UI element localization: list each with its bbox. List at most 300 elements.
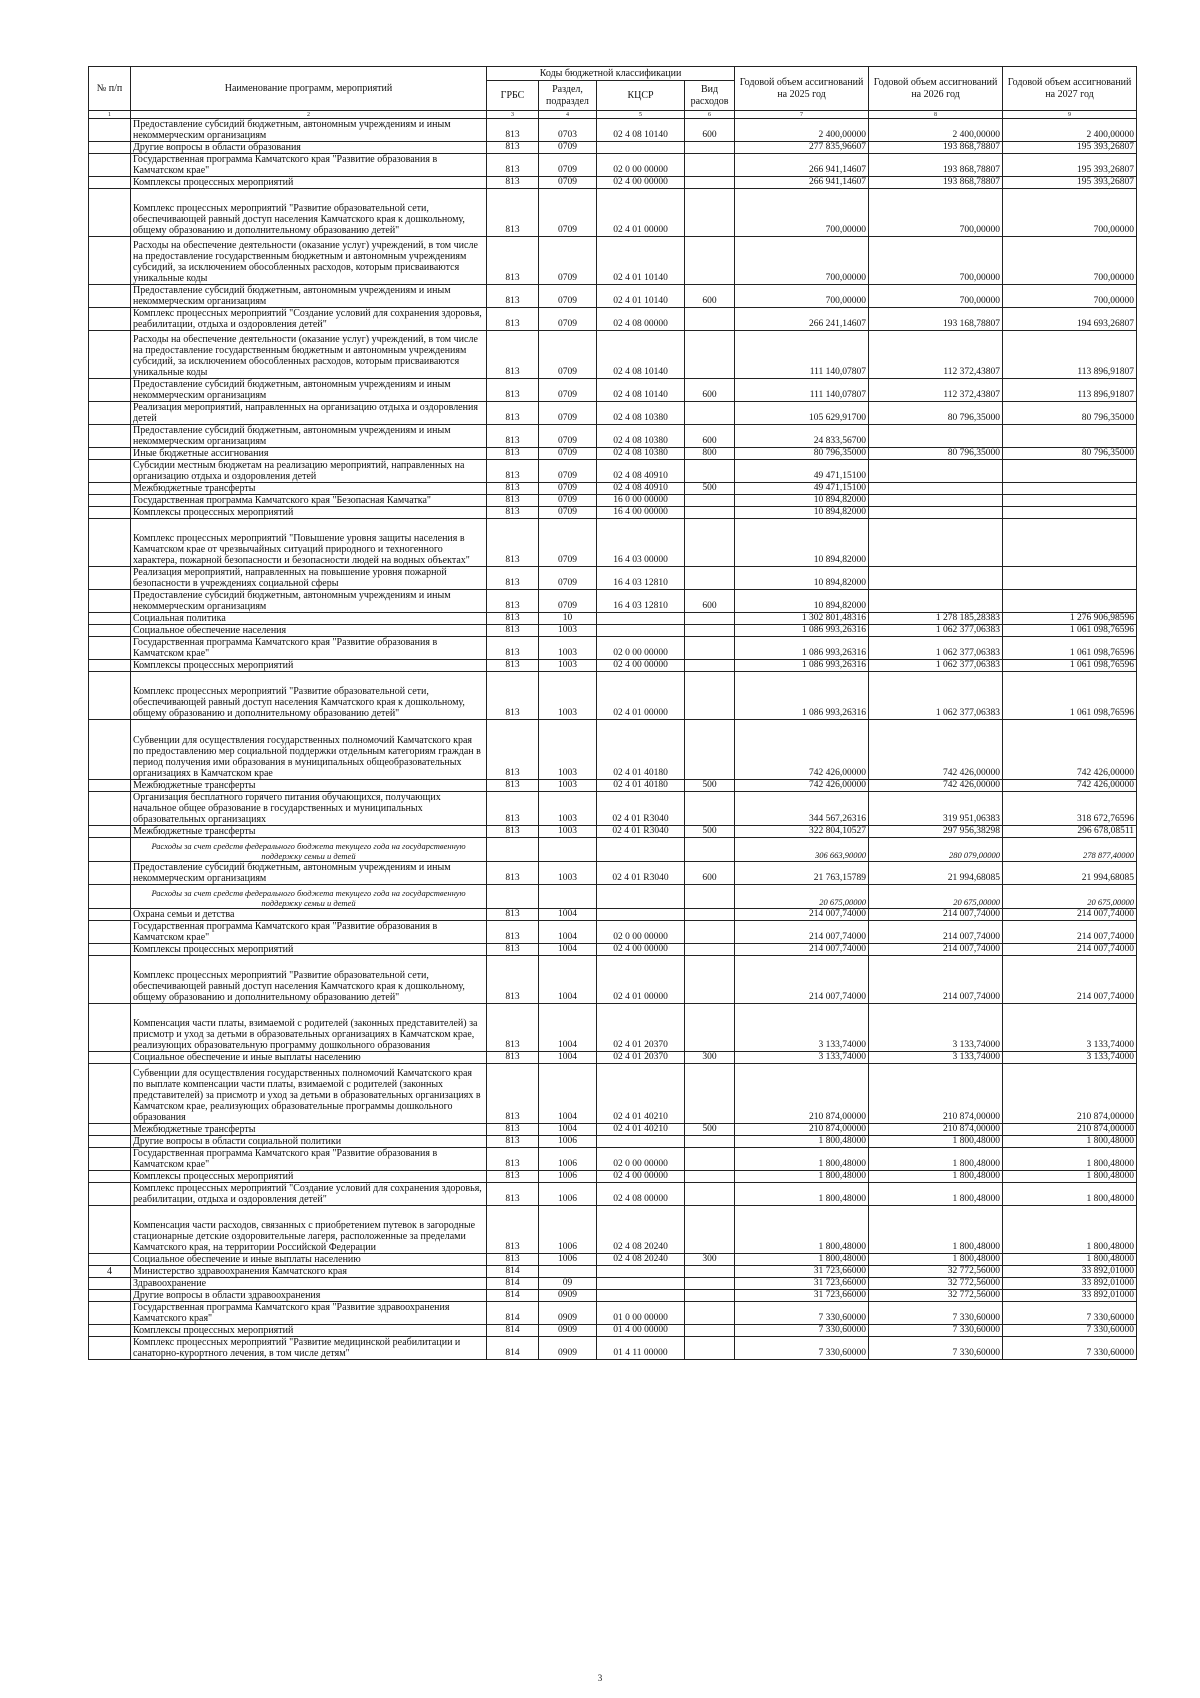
cell-name: Иные бюджетные ассигнования bbox=[131, 448, 487, 460]
table-row bbox=[89, 495, 1137, 507]
cell-a: 111 140,07807 bbox=[735, 331, 869, 379]
table-row-note bbox=[89, 885, 1137, 909]
cell-vr: 600 bbox=[685, 119, 735, 142]
table-row bbox=[89, 507, 1137, 519]
cell-c: 80 796,35000 bbox=[1003, 448, 1137, 460]
table-row bbox=[89, 237, 1137, 285]
cell-b: 7 330,60000 bbox=[869, 1302, 1003, 1325]
cell-name: Государственная программа Камчатского края "Развитие образования в Камчатском крае" bbox=[131, 921, 487, 944]
cell-name: Комплексы процессных мероприятий bbox=[131, 660, 487, 672]
cell-kcsr: 02 4 01 40180 bbox=[597, 780, 685, 792]
cell-c: 742 426,00000 bbox=[1003, 780, 1137, 792]
cell-a: 20 675,00000 bbox=[735, 885, 869, 909]
cell-rz: 0709 bbox=[539, 154, 597, 177]
cell-rz: 0709 bbox=[539, 285, 597, 308]
cell-n bbox=[89, 672, 131, 720]
cell-vr bbox=[685, 519, 735, 567]
cell-n bbox=[89, 826, 131, 838]
cell-grbs: 813 bbox=[487, 1124, 539, 1136]
table-row bbox=[89, 177, 1137, 189]
cell-name: Комплексы процессных мероприятий bbox=[131, 1325, 487, 1337]
cell-c: 214 007,74000 bbox=[1003, 956, 1137, 1004]
cell-vr bbox=[685, 660, 735, 672]
table-row bbox=[89, 425, 1137, 448]
cell-n bbox=[89, 637, 131, 660]
cell-rz: 1004 bbox=[539, 944, 597, 956]
cell-a: 31 723,66000 bbox=[735, 1278, 869, 1290]
col-2027-header: Годовой объем ассигнований на 2027 год bbox=[1003, 67, 1137, 111]
cell-vr bbox=[685, 637, 735, 660]
table-row bbox=[89, 1337, 1137, 1360]
cell-rz: 0709 bbox=[539, 142, 597, 154]
table-row bbox=[89, 909, 1137, 921]
cell-a: 700,00000 bbox=[735, 237, 869, 285]
cell-kcsr: 16 0 00 00000 bbox=[597, 495, 685, 507]
cell-a: 2 400,00000 bbox=[735, 119, 869, 142]
cell-name: Реализация мероприятий, направленных на повышение уровня пожарной безопасности в учреждениях социальной сферы bbox=[131, 567, 487, 590]
cell-kcsr bbox=[597, 838, 685, 862]
cell-vr bbox=[685, 1302, 735, 1325]
cell-grbs: 813 bbox=[487, 1254, 539, 1266]
cell-vr bbox=[685, 838, 735, 862]
cell-n bbox=[89, 956, 131, 1004]
cell-c: 7 330,60000 bbox=[1003, 1337, 1137, 1360]
cell-rz: 1006 bbox=[539, 1183, 597, 1206]
cell-vr bbox=[685, 402, 735, 425]
table-row bbox=[89, 460, 1137, 483]
cell-name: Расходы за счет средств федерального бюджета текущего года на государственную поддержку семьи и детей bbox=[131, 838, 487, 862]
cell-grbs: 813 bbox=[487, 483, 539, 495]
cell-vr bbox=[685, 460, 735, 483]
cell-rz: 1004 bbox=[539, 1004, 597, 1052]
cell-rz: 1003 bbox=[539, 792, 597, 826]
cell-grbs: 813 bbox=[487, 460, 539, 483]
cell-rz: 1004 bbox=[539, 956, 597, 1004]
cell-kcsr bbox=[597, 613, 685, 625]
cell-rz: 0909 bbox=[539, 1302, 597, 1325]
cell-n bbox=[89, 921, 131, 944]
cell-rz: 09 bbox=[539, 1278, 597, 1290]
cell-kcsr: 02 4 08 10140 bbox=[597, 331, 685, 379]
cell-name: Комплексы процессных мероприятий bbox=[131, 507, 487, 519]
cell-vr bbox=[685, 1183, 735, 1206]
cell-c bbox=[1003, 507, 1137, 519]
cell-kcsr: 02 4 01 R3040 bbox=[597, 826, 685, 838]
cell-b bbox=[869, 460, 1003, 483]
cell-a: 214 007,74000 bbox=[735, 956, 869, 1004]
cell-grbs: 813 bbox=[487, 519, 539, 567]
cell-rz: 1006 bbox=[539, 1136, 597, 1148]
cell-name: Социальное обеспечение и иные выплаты населению bbox=[131, 1254, 487, 1266]
cell-b: 3 133,74000 bbox=[869, 1004, 1003, 1052]
cell-c: 195 393,26807 bbox=[1003, 142, 1137, 154]
cell-name: Социальная политика bbox=[131, 613, 487, 625]
cell-rz: 1003 bbox=[539, 780, 597, 792]
cell-n bbox=[89, 460, 131, 483]
cell-a: 700,00000 bbox=[735, 189, 869, 237]
cell-kcsr: 02 4 01 20370 bbox=[597, 1052, 685, 1064]
cell-c: 700,00000 bbox=[1003, 285, 1137, 308]
cell-a: 10 894,82000 bbox=[735, 507, 869, 519]
cell-vr bbox=[685, 154, 735, 177]
cell-rz: 0709 bbox=[539, 308, 597, 331]
cell-grbs: 813 bbox=[487, 308, 539, 331]
cell-a: 1 086 993,26316 bbox=[735, 660, 869, 672]
cell-grbs: 813 bbox=[487, 507, 539, 519]
cell-c: 214 007,74000 bbox=[1003, 909, 1137, 921]
cell-grbs: 813 bbox=[487, 1171, 539, 1183]
cell-a: 105 629,91700 bbox=[735, 402, 869, 425]
cell-name: Предоставление субсидий бюджетным, автономным учреждениям и иным некоммерческим организациям bbox=[131, 285, 487, 308]
cell-name: Государственная программа Камчатского края "Развитие образования в Камчатском крае" bbox=[131, 154, 487, 177]
cell-kcsr: 02 4 00 00000 bbox=[597, 944, 685, 956]
cell-b bbox=[869, 519, 1003, 567]
cell-name: Охрана семьи и детства bbox=[131, 909, 487, 921]
cell-b: 80 796,35000 bbox=[869, 402, 1003, 425]
cell-rz: 1003 bbox=[539, 637, 597, 660]
cell-a: 306 663,90000 bbox=[735, 838, 869, 862]
cell-grbs: 813 bbox=[487, 720, 539, 780]
cell-grbs: 813 bbox=[487, 1004, 539, 1052]
cell-name: Реализация мероприятий, направленных на организацию отдыха и оздоровления детей bbox=[131, 402, 487, 425]
cell-b: 1 062 377,06383 bbox=[869, 625, 1003, 637]
column-index-row bbox=[89, 111, 1137, 119]
cell-kcsr: 02 0 00 00000 bbox=[597, 637, 685, 660]
cell-n bbox=[89, 1052, 131, 1064]
cell-a: 3 133,74000 bbox=[735, 1052, 869, 1064]
cell-c: 7 330,60000 bbox=[1003, 1325, 1137, 1337]
cell-n bbox=[89, 1254, 131, 1266]
cell-grbs: 813 bbox=[487, 862, 539, 885]
cell-c: 1 800,48000 bbox=[1003, 1171, 1137, 1183]
cell-grbs: 813 bbox=[487, 1206, 539, 1254]
cell-c: 113 896,91807 bbox=[1003, 379, 1137, 402]
cell-name: Комплекс процессных мероприятий "Развитие медицинской реабилитации и санаторно-курортного лечения, в том числе детям" bbox=[131, 1337, 487, 1360]
table-row bbox=[89, 956, 1137, 1004]
cell-rz: 1006 bbox=[539, 1206, 597, 1254]
cell-b: 32 772,56000 bbox=[869, 1266, 1003, 1278]
cell-a: 277 835,96607 bbox=[735, 142, 869, 154]
cell-grbs: 813 bbox=[487, 826, 539, 838]
cell-b: 742 426,00000 bbox=[869, 780, 1003, 792]
cell-rz: 0709 bbox=[539, 379, 597, 402]
cell-a: 700,00000 bbox=[735, 285, 869, 308]
cell-n bbox=[89, 792, 131, 826]
cell-name: Комплекс процессных мероприятий "Создание условий для сохранения здоровья, реабилитации, отдыха и оздоровления детей" bbox=[131, 1183, 487, 1206]
cell-c: 700,00000 bbox=[1003, 237, 1137, 285]
cell-kcsr: 16 4 03 12810 bbox=[597, 567, 685, 590]
table-row-note bbox=[89, 838, 1137, 862]
cell-n bbox=[89, 483, 131, 495]
cell-vr: 500 bbox=[685, 483, 735, 495]
table-row bbox=[89, 308, 1137, 331]
cell-kcsr: 02 4 01 40210 bbox=[597, 1064, 685, 1124]
cell-grbs: 813 bbox=[487, 921, 539, 944]
cell-rz: 1003 bbox=[539, 672, 597, 720]
cell-vr bbox=[685, 331, 735, 379]
table-row bbox=[89, 862, 1137, 885]
cell-a: 80 796,35000 bbox=[735, 448, 869, 460]
cell-name: Расходы за счет средств федерального бюджета текущего года на государственную поддержку семьи и детей bbox=[131, 885, 487, 909]
cell-n bbox=[89, 1337, 131, 1360]
column-index: 3 bbox=[487, 111, 539, 119]
cell-b: 1 800,48000 bbox=[869, 1148, 1003, 1171]
cell-vr bbox=[685, 613, 735, 625]
cell-grbs: 813 bbox=[487, 119, 539, 142]
cell-kcsr: 02 4 01 R3040 bbox=[597, 862, 685, 885]
cell-kcsr: 02 4 00 00000 bbox=[597, 660, 685, 672]
cell-grbs: 814 bbox=[487, 1278, 539, 1290]
cell-a: 1 800,48000 bbox=[735, 1254, 869, 1266]
cell-c: 278 877,40000 bbox=[1003, 838, 1137, 862]
cell-a: 1 800,48000 bbox=[735, 1136, 869, 1148]
cell-vr: 800 bbox=[685, 448, 735, 460]
table-row bbox=[89, 921, 1137, 944]
cell-kcsr bbox=[597, 625, 685, 637]
cell-n bbox=[89, 308, 131, 331]
cell-name: Комплексы процессных мероприятий bbox=[131, 944, 487, 956]
cell-rz: 0909 bbox=[539, 1290, 597, 1302]
cell-n bbox=[89, 519, 131, 567]
cell-kcsr: 02 4 01 00000 bbox=[597, 956, 685, 1004]
cell-grbs: 813 bbox=[487, 379, 539, 402]
cell-b: 32 772,56000 bbox=[869, 1278, 1003, 1290]
cell-n bbox=[89, 590, 131, 613]
table-body bbox=[89, 119, 1137, 1360]
column-index: 8 bbox=[869, 111, 1003, 119]
col-razdel-header: Раздел, подраздел bbox=[539, 81, 597, 111]
cell-n bbox=[89, 495, 131, 507]
cell-rz: 0709 bbox=[539, 483, 597, 495]
cell-grbs: 814 bbox=[487, 1325, 539, 1337]
table-row bbox=[89, 154, 1137, 177]
cell-rz: 0709 bbox=[539, 425, 597, 448]
cell-c: 3 133,74000 bbox=[1003, 1004, 1137, 1052]
cell-n bbox=[89, 331, 131, 379]
cell-name: Предоставление субсидий бюджетным, автономным учреждениям и иным некоммерческим организациям bbox=[131, 379, 487, 402]
table-row bbox=[89, 1064, 1137, 1124]
cell-b: 1 062 377,06383 bbox=[869, 672, 1003, 720]
cell-b: 112 372,43807 bbox=[869, 331, 1003, 379]
cell-rz: 0709 bbox=[539, 402, 597, 425]
cell-grbs bbox=[487, 885, 539, 909]
table-row bbox=[89, 285, 1137, 308]
cell-a: 10 894,82000 bbox=[735, 590, 869, 613]
cell-a: 7 330,60000 bbox=[735, 1325, 869, 1337]
cell-n bbox=[89, 507, 131, 519]
cell-grbs: 813 bbox=[487, 1052, 539, 1064]
cell-rz: 1004 bbox=[539, 1064, 597, 1124]
cell-a: 742 426,00000 bbox=[735, 720, 869, 780]
cell-b: 193 168,78807 bbox=[869, 308, 1003, 331]
cell-name: Расходы на обеспечение деятельности (оказание услуг) учреждений, в том числе на предоставление государственным бюджетным и автономным учреждениям субсидий, за исключением обособленных расходов, которым присваиваются уникальные коды bbox=[131, 331, 487, 379]
cell-a: 266 241,14607 bbox=[735, 308, 869, 331]
cell-kcsr: 16 4 00 00000 bbox=[597, 507, 685, 519]
cell-rz: 1004 bbox=[539, 909, 597, 921]
cell-n bbox=[89, 1136, 131, 1148]
cell-vr bbox=[685, 1148, 735, 1171]
cell-name: Министерство здравоохранения Камчатского края bbox=[131, 1266, 487, 1278]
cell-vr: 600 bbox=[685, 425, 735, 448]
cell-a: 7 330,60000 bbox=[735, 1302, 869, 1325]
cell-kcsr bbox=[597, 909, 685, 921]
cell-n bbox=[89, 1064, 131, 1124]
cell-kcsr: 01 4 11 00000 bbox=[597, 1337, 685, 1360]
table-row bbox=[89, 189, 1137, 237]
cell-c: 1 800,48000 bbox=[1003, 1136, 1137, 1148]
cell-a: 3 133,74000 bbox=[735, 1004, 869, 1052]
cell-n bbox=[89, 154, 131, 177]
table-row bbox=[89, 613, 1137, 625]
cell-name: Субсидии местным бюджетам на реализацию мероприятий, направленных на организацию отдыха и оздоровления детей bbox=[131, 460, 487, 483]
column-index: 6 bbox=[685, 111, 735, 119]
cell-grbs: 813 bbox=[487, 142, 539, 154]
col-num-header: № п/п bbox=[89, 67, 131, 111]
cell-name: Комплекс процессных мероприятий "Повышение уровня защиты населения в Камчатском крае от чрезвычайных ситуаций природного и техногенного характера, пожарной безопасности и безопасности людей на водных объектах" bbox=[131, 519, 487, 567]
cell-b: 700,00000 bbox=[869, 285, 1003, 308]
cell-b: 193 868,78807 bbox=[869, 177, 1003, 189]
table-row bbox=[89, 944, 1137, 956]
table-header bbox=[89, 67, 1137, 119]
cell-a: 21 763,15789 bbox=[735, 862, 869, 885]
cell-a: 111 140,07807 bbox=[735, 379, 869, 402]
cell-kcsr bbox=[597, 1266, 685, 1278]
cell-grbs: 813 bbox=[487, 237, 539, 285]
cell-b: 319 951,06383 bbox=[869, 792, 1003, 826]
cell-kcsr: 02 4 01 R3040 bbox=[597, 792, 685, 826]
cell-rz: 10 bbox=[539, 613, 597, 625]
cell-vr bbox=[685, 1278, 735, 1290]
cell-c: 7 330,60000 bbox=[1003, 1302, 1137, 1325]
cell-a: 1 800,48000 bbox=[735, 1171, 869, 1183]
col-2026-header: Годовой объем ассигнований на 2026 год bbox=[869, 67, 1003, 111]
cell-n bbox=[89, 189, 131, 237]
cell-n bbox=[89, 838, 131, 862]
cell-b: 214 007,74000 bbox=[869, 909, 1003, 921]
table-row bbox=[89, 1290, 1137, 1302]
cell-n bbox=[89, 720, 131, 780]
cell-a: 1 086 993,26316 bbox=[735, 672, 869, 720]
cell-b bbox=[869, 425, 1003, 448]
table-row bbox=[89, 1052, 1137, 1064]
cell-c bbox=[1003, 425, 1137, 448]
cell-c: 1 800,48000 bbox=[1003, 1206, 1137, 1254]
cell-vr bbox=[685, 1136, 735, 1148]
cell-c: 1 061 098,76596 bbox=[1003, 672, 1137, 720]
cell-rz: 0909 bbox=[539, 1325, 597, 1337]
cell-name: Государственная программа Камчатского края "Развитие образования в Камчатском крае" bbox=[131, 637, 487, 660]
cell-c: 214 007,74000 bbox=[1003, 921, 1137, 944]
cell-b: 193 868,78807 bbox=[869, 142, 1003, 154]
cell-kcsr: 02 4 01 10140 bbox=[597, 237, 685, 285]
cell-grbs: 813 bbox=[487, 956, 539, 1004]
cell-kcsr: 02 4 01 40180 bbox=[597, 720, 685, 780]
budget-table bbox=[88, 66, 1137, 1360]
cell-name: Государственная программа Камчатского края "Безопасная Камчатка" bbox=[131, 495, 487, 507]
cell-name: Межбюджетные трансферты bbox=[131, 780, 487, 792]
cell-c: 700,00000 bbox=[1003, 189, 1137, 237]
cell-b: 1 800,48000 bbox=[869, 1206, 1003, 1254]
cell-grbs: 813 bbox=[487, 637, 539, 660]
cell-a: 1 302 801,48316 bbox=[735, 613, 869, 625]
cell-c bbox=[1003, 567, 1137, 590]
cell-a: 1 086 993,26316 bbox=[735, 637, 869, 660]
col-vid-header: Вид расходов bbox=[685, 81, 735, 111]
cell-name: Межбюджетные трансферты bbox=[131, 483, 487, 495]
column-index: 2 bbox=[131, 111, 487, 119]
cell-c: 296 678,08511 bbox=[1003, 826, 1137, 838]
cell-b: 214 007,74000 bbox=[869, 956, 1003, 1004]
cell-b: 1 800,48000 bbox=[869, 1171, 1003, 1183]
table-row bbox=[89, 792, 1137, 826]
cell-c: 210 874,00000 bbox=[1003, 1124, 1137, 1136]
cell-kcsr: 02 4 08 40910 bbox=[597, 483, 685, 495]
cell-name: Субвенции для осуществления государственных полномочий Камчатского края по выплате компенсации части платы, взимаемой с родителей (законных представителей) за присмотр и уход за детьми в образовательных организациях в Камчатском крае, реализующих образовательные программы дошкольного образования bbox=[131, 1064, 487, 1124]
cell-vr bbox=[685, 1171, 735, 1183]
cell-a: 31 723,66000 bbox=[735, 1290, 869, 1302]
table-row bbox=[89, 826, 1137, 838]
cell-a: 214 007,74000 bbox=[735, 944, 869, 956]
table-row bbox=[89, 1171, 1137, 1183]
cell-c: 195 393,26807 bbox=[1003, 177, 1137, 189]
cell-b: 80 796,35000 bbox=[869, 448, 1003, 460]
cell-rz: 0709 bbox=[539, 448, 597, 460]
cell-vr: 600 bbox=[685, 862, 735, 885]
cell-vr bbox=[685, 189, 735, 237]
cell-kcsr: 01 0 00 00000 bbox=[597, 1302, 685, 1325]
cell-kcsr: 02 4 08 20240 bbox=[597, 1254, 685, 1266]
cell-c bbox=[1003, 495, 1137, 507]
cell-vr: 600 bbox=[685, 590, 735, 613]
cell-grbs: 813 bbox=[487, 672, 539, 720]
cell-name: Здравоохранение bbox=[131, 1278, 487, 1290]
cell-b bbox=[869, 507, 1003, 519]
cell-grbs: 813 bbox=[487, 154, 539, 177]
cell-name: Комплекс процессных мероприятий "Создание условий для сохранения здоровья, реабилитации, отдыха и оздоровления детей" bbox=[131, 308, 487, 331]
cell-vr bbox=[685, 956, 735, 1004]
cell-kcsr: 02 4 08 40910 bbox=[597, 460, 685, 483]
cell-c: 194 693,26807 bbox=[1003, 308, 1137, 331]
table-row bbox=[89, 637, 1137, 660]
cell-b: 7 330,60000 bbox=[869, 1325, 1003, 1337]
cell-n bbox=[89, 567, 131, 590]
cell-a: 49 471,15100 bbox=[735, 460, 869, 483]
column-index: 7 bbox=[735, 111, 869, 119]
cell-a: 210 874,00000 bbox=[735, 1124, 869, 1136]
cell-b: 214 007,74000 bbox=[869, 921, 1003, 944]
cell-grbs: 813 bbox=[487, 660, 539, 672]
cell-b: 280 079,00000 bbox=[869, 838, 1003, 862]
cell-vr bbox=[685, 720, 735, 780]
cell-rz: 1006 bbox=[539, 1254, 597, 1266]
cell-rz bbox=[539, 838, 597, 862]
cell-name: Предоставление субсидий бюджетным, автономным учреждениям и иным некоммерческим организациям bbox=[131, 862, 487, 885]
cell-kcsr: 02 0 00 00000 bbox=[597, 921, 685, 944]
table-row bbox=[89, 590, 1137, 613]
cell-n bbox=[89, 1004, 131, 1052]
cell-name: Другие вопросы в области социальной политики bbox=[131, 1136, 487, 1148]
cell-kcsr: 02 0 00 00000 bbox=[597, 154, 685, 177]
cell-kcsr: 02 4 01 40210 bbox=[597, 1124, 685, 1136]
cell-c: 1 800,48000 bbox=[1003, 1183, 1137, 1206]
cell-n bbox=[89, 944, 131, 956]
cell-n bbox=[89, 780, 131, 792]
cell-rz: 0709 bbox=[539, 519, 597, 567]
cell-kcsr: 01 4 00 00000 bbox=[597, 1325, 685, 1337]
cell-c: 214 007,74000 bbox=[1003, 944, 1137, 956]
cell-rz: 0703 bbox=[539, 119, 597, 142]
cell-vr bbox=[685, 308, 735, 331]
